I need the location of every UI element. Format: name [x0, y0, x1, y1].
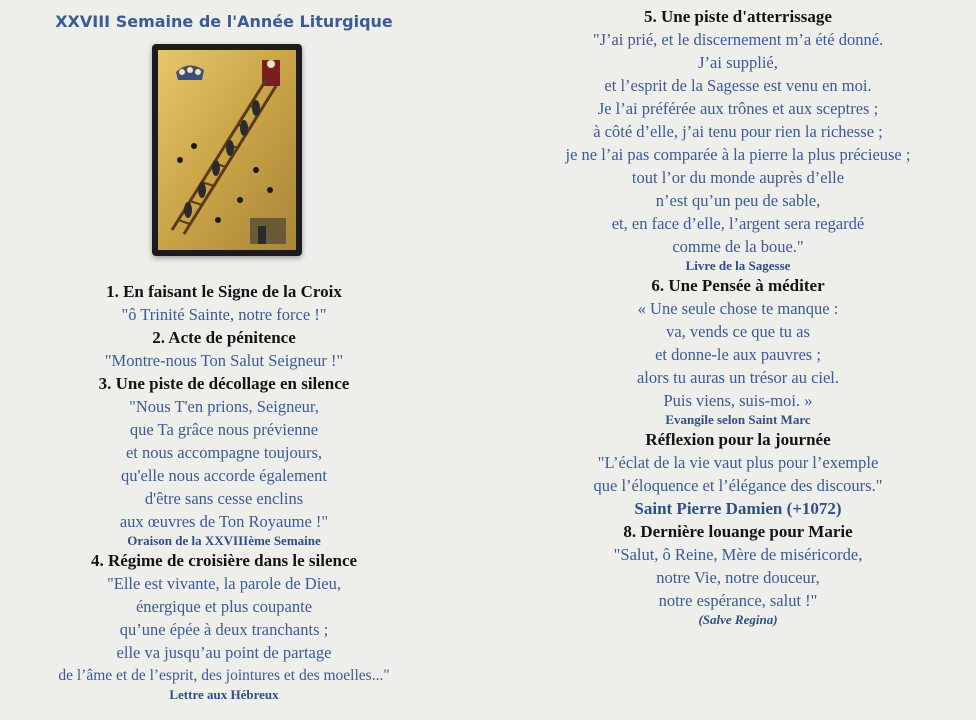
section-6-line: va, vends ce que tu as — [666, 322, 810, 341]
section-6-line: et donne-le aux pauvres ; — [655, 345, 821, 364]
section-3-source: Oraison de la XXVIIIème Semaine — [127, 533, 321, 548]
section-4-line: énergique et plus coupante — [135, 597, 313, 616]
section-4-line: de l’âme et de l’esprit, des jointures et des moelles..." — [58, 667, 390, 684]
section-3-line: "Nous T'en prions, Seigneur, — [129, 397, 319, 416]
section-7-line: que l’éloquence et l’élégance des discours." — [593, 476, 883, 495]
section-6-title: 6. Une Pensée à méditer — [651, 276, 825, 295]
section-3-title: 3. Une piste de décollage en silence — [98, 374, 350, 393]
section-6-line: alors tu auras un trésor au ciel. — [636, 368, 840, 387]
section-5-line: et l’esprit de la Sagesse est venu en moi. — [604, 76, 872, 95]
section-3-line: et nous accompagne toujours, — [125, 443, 323, 462]
section-5-line: tout l’or du monde auprès d’elle — [631, 168, 845, 187]
section-5-line: J’ai supplié, — [698, 53, 778, 72]
section-4-line: elle va jusqu’au point de partage — [116, 643, 332, 662]
section-5-line: je ne l’ai pas comparée à la pierre la plus précieuse ; — [565, 145, 911, 164]
section-5-line: "J’ai prié, et le discernement m’a été donné. — [592, 30, 884, 49]
ladder-icon-image — [152, 44, 302, 256]
page-title: XXVIII Semaine de l'Année Liturgique — [55, 12, 393, 31]
section-7-author: Saint Pierre Damien (+1072) — [634, 499, 842, 518]
section-1-line: "ô Trinité Sainte, notre force !" — [121, 305, 327, 324]
section-8-source: (Salve Regina) — [698, 612, 778, 627]
section-5-title: 5. Une piste d'atterrissage — [644, 7, 832, 26]
section-5-line: à côté d’elle, j’ai tenu pour rien la richesse ; — [593, 122, 883, 141]
section-3-line: que Ta grâce nous prévienne — [129, 420, 319, 439]
section-7-line: "L’éclat de la vie vaut plus pour l’exemple — [597, 453, 879, 472]
section-4-source: Lettre aux Hébreux — [169, 687, 279, 702]
section-6-line: « Une seule chose te manque : — [637, 299, 839, 318]
section-4-line: "Elle est vivante, la parole de Dieu, — [107, 574, 341, 593]
section-6-line: Puis viens, suis-moi. » — [663, 391, 813, 410]
section-5-line: et, en face d’elle, l’argent sera regardé — [611, 214, 865, 233]
section-8-line: notre espérance, salut !" — [658, 591, 818, 610]
section-5-source: Livre de la Sagesse — [685, 258, 791, 273]
section-5-line: Je l’ai préférée aux trônes et aux sceptres ; — [597, 99, 879, 118]
section-8-title: 8. Dernière louange pour Marie — [623, 522, 853, 541]
ladder-of-divine-ascent-icon — [158, 50, 296, 250]
section-8-line: notre Vie, notre douceur, — [656, 568, 820, 587]
section-8-line: "Salut, ô Reine, Mère de miséricorde, — [613, 545, 863, 564]
section-3-line: aux œuvres de Ton Royaume !" — [119, 512, 329, 531]
section-6-source: Evangile selon Saint Marc — [665, 412, 811, 427]
section-1-title: 1. En faisant le Signe de la Croix — [106, 282, 342, 301]
section-4-line: qu’une épée à deux tranchants ; — [119, 620, 329, 639]
section-3-line: d'être sans cesse enclins — [144, 489, 304, 508]
section-5-line: n’est qu’un peu de sable, — [655, 191, 821, 210]
section-2-line: "Montre-nous Ton Salut Seigneur !" — [104, 351, 344, 370]
section-7-title: Réflexion pour la journée — [645, 430, 831, 449]
section-5-line: comme de la boue." — [672, 237, 804, 256]
section-2-title: 2. Acte de pénitence — [152, 328, 296, 347]
section-4-title: 4. Régime de croisière dans le silence — [90, 551, 358, 570]
section-3-line: qu'elle nous accorde également — [121, 466, 327, 485]
